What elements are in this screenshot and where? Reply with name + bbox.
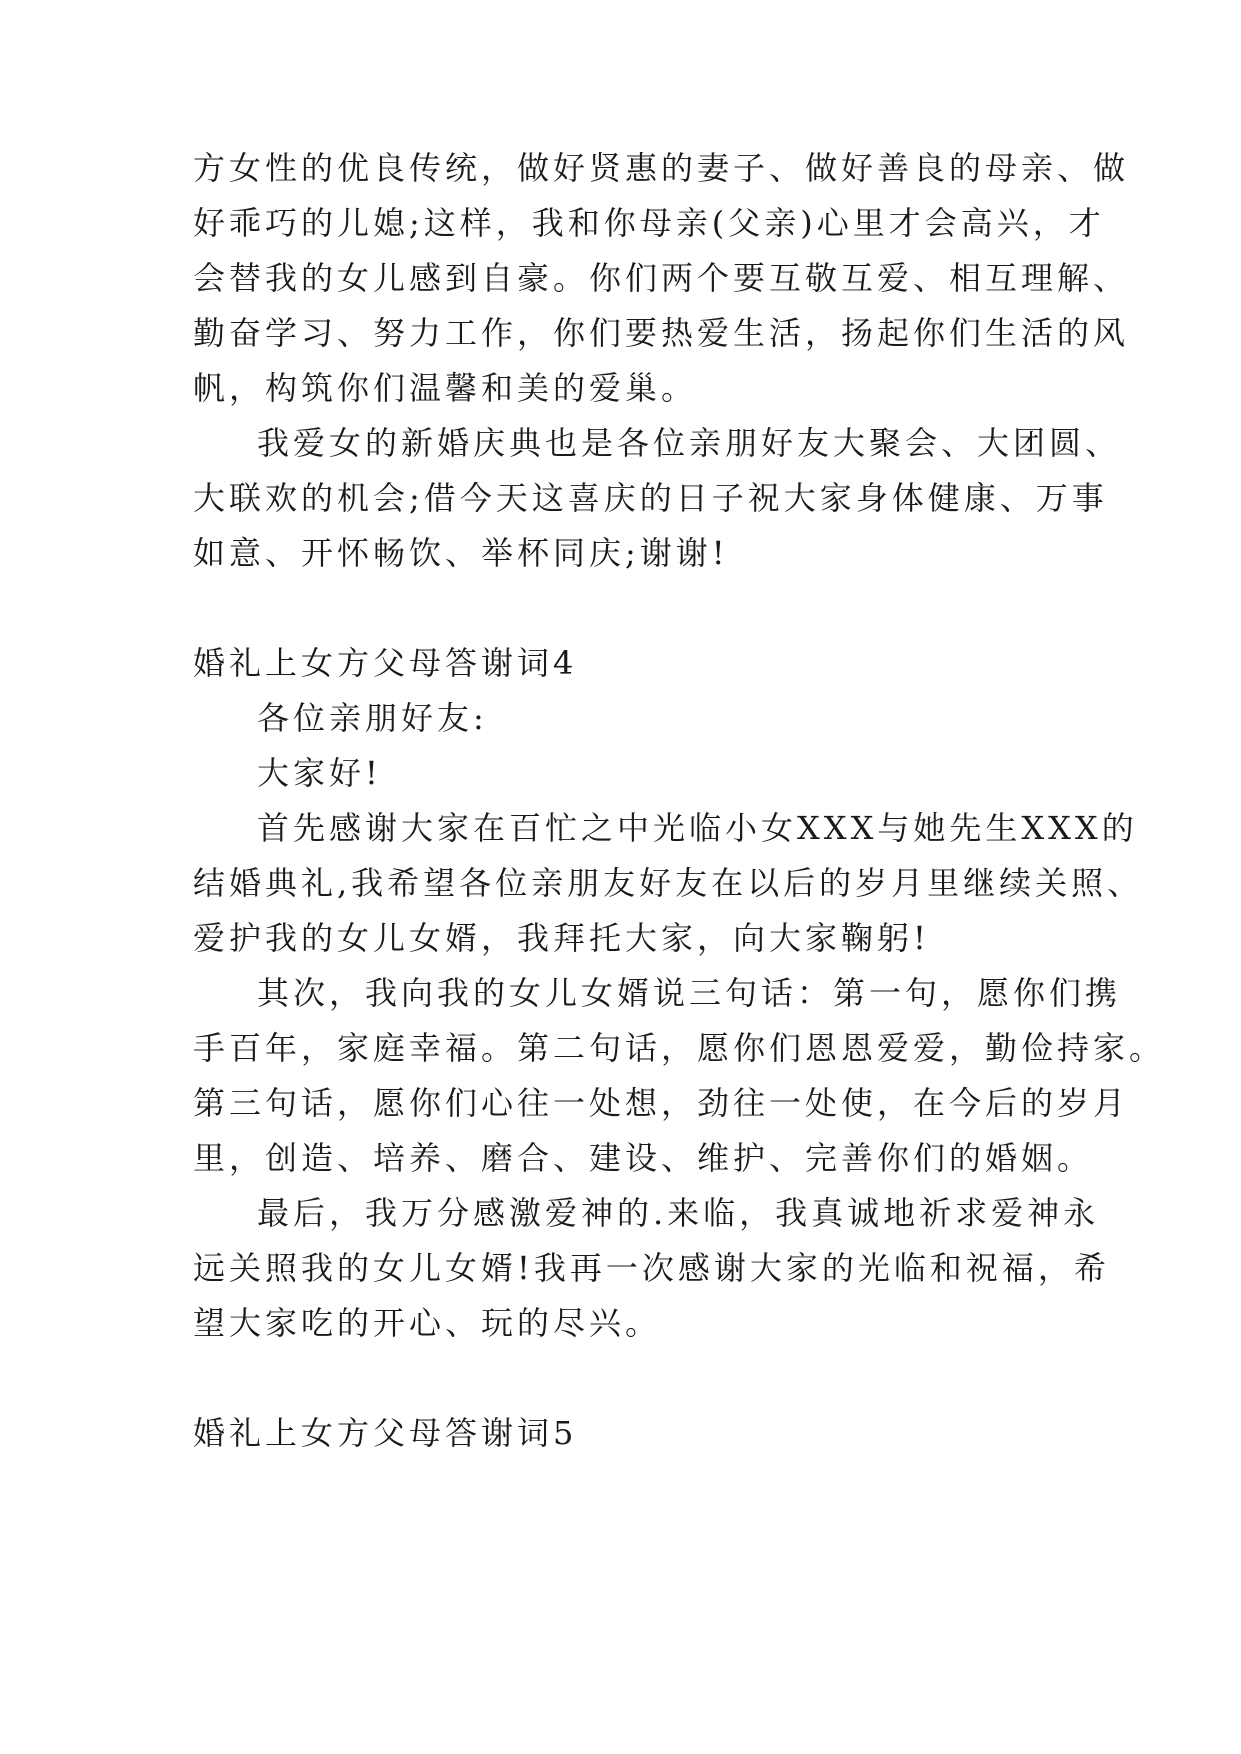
paragraph-line: 爱护我的女儿女婿，我拜托大家，向大家鞠躬! <box>193 919 930 957</box>
section-heading: 婚礼上女方父母答谢词5 <box>193 1414 578 1452</box>
paragraph-line: 结婚典礼,我希望各位亲朋友好友在以后的岁月里继续关照、 <box>193 864 1144 902</box>
paragraph-line: 手百年，家庭幸福。第二句话，愿你们恩恩爱爱，勤俭持家。 <box>193 1029 1166 1067</box>
paragraph-line: 远关照我的女儿女婿!我再一次感谢大家的光临和祝福，希 <box>193 1249 1110 1287</box>
paragraph-line: 我爱女的新婚庆典也是各位亲朋好友大聚会、大团圆、 <box>257 424 1122 462</box>
section-heading: 婚礼上女方父母答谢词4 <box>193 644 578 682</box>
paragraph-line: 如意、开怀畅饮、举杯同庆;谢谢! <box>193 534 729 572</box>
paragraph-line: 其次，我向我的女儿女婿说三句话：第一句，愿你们携 <box>257 974 1122 1012</box>
paragraph-line: 方女性的优良传统，做好贤惠的妻子、做好善良的母亲、做 <box>193 149 1130 187</box>
greeting-line: 大家好! <box>257 754 382 792</box>
paragraph-line: 望大家吃的开心、玩的尽兴。 <box>193 1304 662 1342</box>
paragraph-line: 勤奋学习、努力工作，你们要热爱生活，扬起你们生活的风 <box>193 314 1130 352</box>
greeting-line: 各位亲朋好友: <box>257 699 488 737</box>
paragraph-line: 里，创造、培养、磨合、建设、维护、完善你们的婚姻。 <box>193 1139 1094 1177</box>
paragraph-line: 首先感谢大家在百忙之中光临小女XXX与她先生XXX的 <box>257 809 1138 847</box>
paragraph-line: 最后，我万分感激爱神的.来临，我真诚地祈求爱神永 <box>257 1194 1100 1232</box>
paragraph-line: 第三句话，愿你们心往一处想，劲往一处使，在今后的岁月 <box>193 1084 1130 1122</box>
paragraph-line: 会替我的女儿感到自豪。你们两个要互敬互爱、相互理解、 <box>193 259 1130 297</box>
paragraph-line: 好乖巧的儿媳;这样，我和你母亲(父亲)心里才会高兴，才 <box>193 204 1105 242</box>
paragraph-line: 大联欢的机会;借今天这喜庆的日子祝大家身体健康、万事 <box>193 479 1108 517</box>
paragraph-line: 帆，构筑你们温馨和美的爱巢。 <box>193 369 698 407</box>
